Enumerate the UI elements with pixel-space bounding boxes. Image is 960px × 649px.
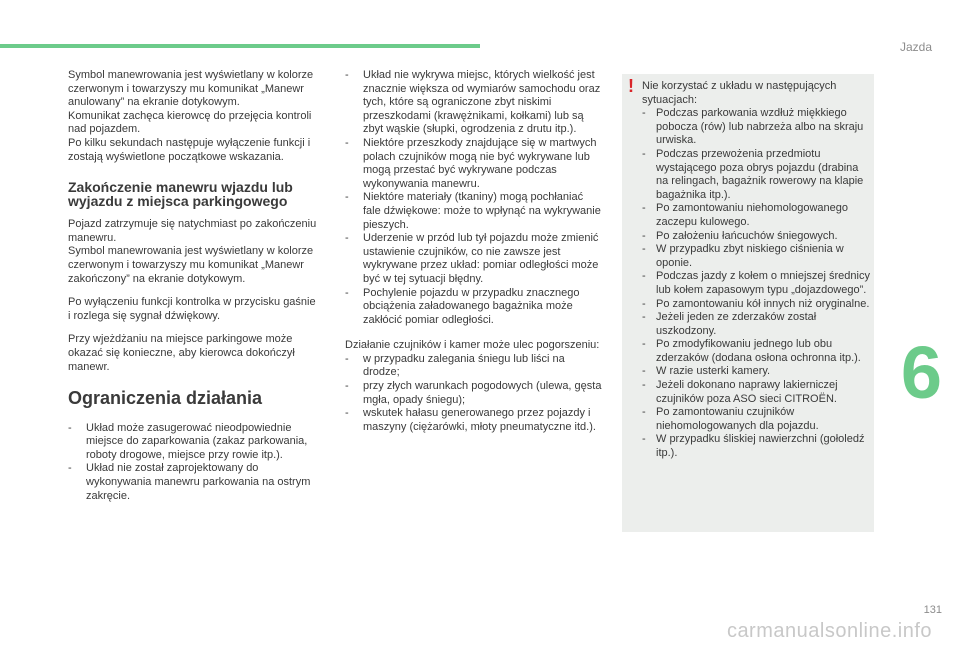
- list-item: - Układ nie został zaprojektowany do wykonywania manewru parkowania na ostrym zakręcie.: [68, 462, 318, 503]
- list-item: - Podczas przewożenia przedmiotu wystającego poza obrys pojazdu (drabina na relingach, bagażnik rowerowy na klapie bagażnika itp.).: [642, 148, 870, 202]
- limits-heading: Ograniczenia działania: [68, 388, 263, 409]
- list-item: - Po zamontowaniu kół innych niż oryginalne.: [642, 298, 870, 312]
- list-item: - wskutek hałasu generowanego przez pojazdy i maszyny (ciężarówki, młoty pneumatyczne itd.).: [345, 407, 603, 434]
- list-item: - Podczas parkowania wzdłuż miękkiego pobocza (rów) lub nabrzeża albo na skraju urwiska.: [642, 107, 870, 148]
- column-middle: [345, 69, 603, 442]
- paragraph: Pojazd zatrzymuje się natychmiast po zakończeniu manewru.: [68, 218, 317, 244]
- limits-list: [68, 422, 318, 504]
- list-item: - Jeżeli jeden ze zderzaków został uszkodzony.: [642, 311, 870, 338]
- list-item: - Po zamontowaniu niehomologowanego zaczepu kulowego.: [642, 202, 870, 229]
- list-item: - W razie usterki kamery.: [642, 365, 870, 379]
- chapter-number: 6: [900, 331, 942, 414]
- paragraph: Komunikat zachęca kierowcę do przejęcia kontroli nad pojazdem.: [68, 109, 312, 136]
- list-item: - w przypadku zalegania śniegu lub liści na drodze;: [345, 353, 603, 380]
- list-item: - przy złych warunkach pogodowych (ulewa, gęsta mgła, opady śniegu);: [345, 380, 603, 407]
- list-item: - Podczas jazdy z kołem o mniejszej średnicy lub kołem zapasowym typu „dojazdowego”.: [642, 270, 870, 297]
- list-item: - Uderzenie w przód lub tył pojazdu może zmienić ustawienie czujników, co nie zawsze jest wykrywane przez układ: pomiar odległości może być w tej sytuacji błędny.: [345, 232, 603, 286]
- paragraph: Po kilku sekundach następuje wyłączenie funkcji i zostają wyświetlone początkowe wskazania.: [68, 136, 311, 163]
- warning-icon: !: [628, 76, 634, 96]
- limitations-list: [345, 69, 603, 327]
- list-item: - Pochylenie pojazdu w przypadku znacznego obciążenia załadowanego bagażnika może zakłócić pomiar odległości.: [345, 287, 603, 328]
- paragraph: Symbol manewrowania jest wyświetlany w kolorze czerwonym i towarzyszy mu komunikat „Manewr anulowany” na ekranie dotykowym.: [68, 69, 314, 109]
- list-item: - Po zamontowaniu czujników niehomologowanych dla pojazdu.: [642, 406, 870, 433]
- list-item: - Niektóre materiały (tkaniny) mogą pochłaniać fale dźwiękowe: może to wpłynąć na wykrywanie pieszych.: [345, 191, 603, 232]
- paragraph: Przy wjeżdżaniu na miejsce parkingowe może okazać się konieczne, aby kierowca dokończył manewr.: [68, 333, 295, 373]
- list-item: - Po założeniu łańcuchów śniegowych.: [642, 230, 870, 244]
- list-item: - Po zmodyfikowaniu jednego lub obu zderzaków (dodana osłona ochronna itp.).: [642, 338, 870, 365]
- warning-box: [622, 74, 874, 532]
- conditions-list: [345, 353, 603, 435]
- column-left: [68, 69, 318, 511]
- list-item: - Niektóre przeszkody znajdujące się w martwych polach czujników mogą nie być wykrywane lub mogą przestać być wykrywane podczas wykonywania manewru.: [345, 137, 603, 191]
- list-item: - Układ może zasugerować nieodpowiednie miejsce do zaparkowania (zakaz parkowania, roboty drogowe, miejsce przy rowie itp.).: [68, 422, 318, 463]
- watermark: carmanualsonline.info: [726, 620, 932, 642]
- list-item: - W przypadku śliskiej nawierzchni (gołoledź itp.).: [642, 433, 870, 460]
- section-title: Jazda: [899, 40, 932, 54]
- list-item: - Jeżeli dokonano naprawy lakierniczej czujników poza ASO sieci CITROËN.: [642, 379, 870, 406]
- page-number: 131: [923, 604, 942, 616]
- header-accent-bar: [0, 44, 480, 48]
- paragraph: Działanie czujników i kamer może ulec pogorszeniu:: [345, 339, 600, 352]
- paragraph: Symbol manewrowania jest wyświetlany w kolorze czerwonym i towarzyszy mu komunikat „Manewr zakończony” na ekranie dotykowym.: [68, 245, 314, 285]
- list-item: - W przypadku zbyt niskiego ciśnienia w oponie.: [642, 243, 870, 270]
- warning-intro: Nie korzystać z układu w następujących sytuacjach:: [642, 80, 837, 106]
- warning-list: [642, 107, 870, 460]
- paragraph: Po wyłączeniu funkcji kontrolka w przycisku gaśnie i rozlega się sygnał dźwiękowy.: [68, 296, 316, 322]
- section-heading: Zakończenie manewru wjazdu lub wyjazdu z miejsca parkingowego: [68, 179, 293, 210]
- list-item: - Układ nie wykrywa miejsc, których wielkość jest znacznie większa od wymiarów samochodu oraz tych, które są ograniczone zbyt niskimi przeszkodami (krawężnikami, kołkami) lub są zbyt wąskie (słupki, ogrodzenia z drutu itp.).: [345, 69, 603, 137]
